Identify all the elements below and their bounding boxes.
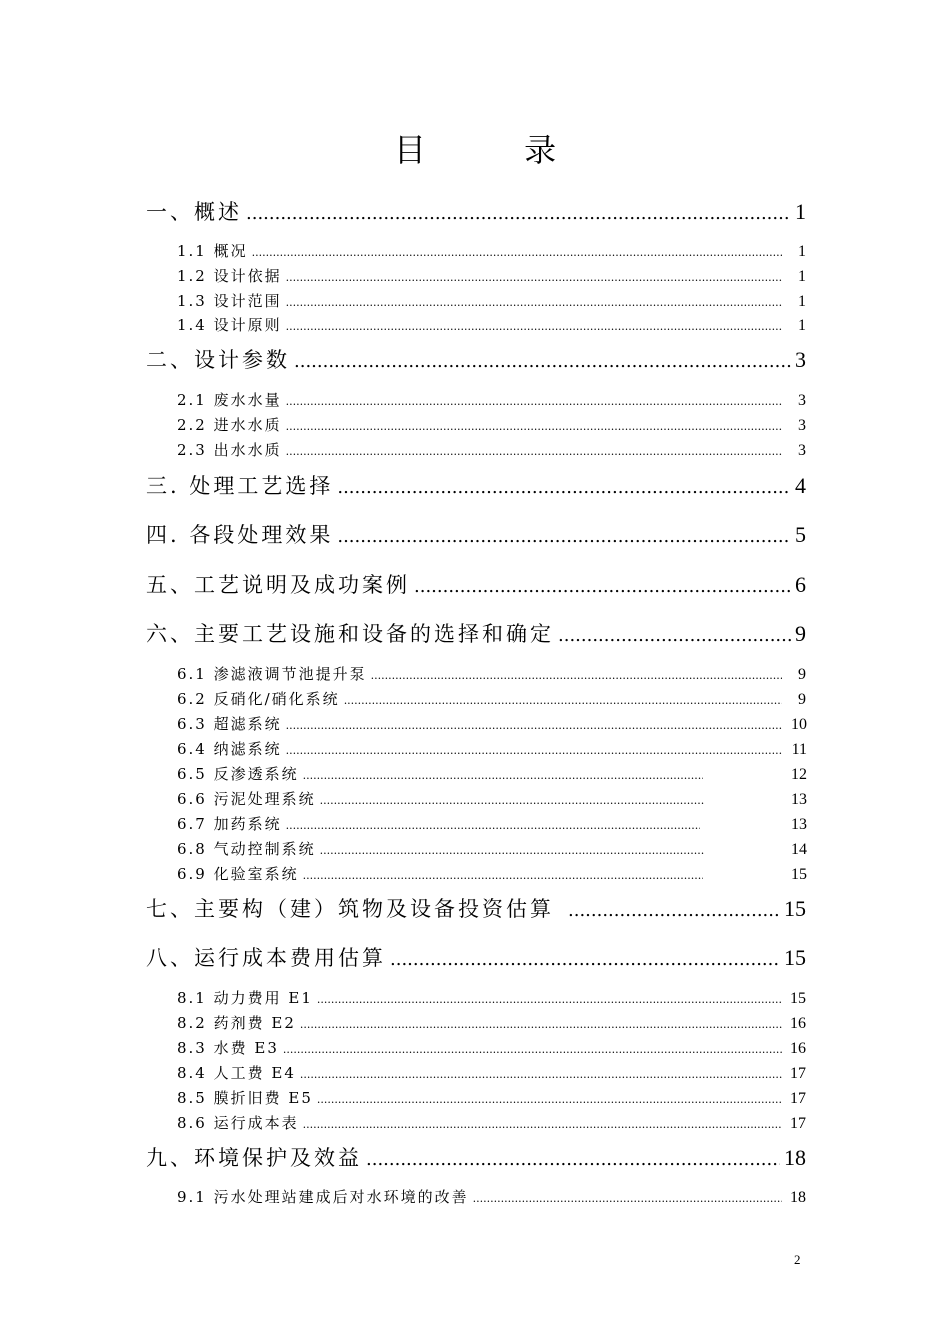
dot-leader (568, 900, 780, 921)
dot-leader (303, 869, 703, 882)
toc-label: 四. 各段处理效果 (146, 523, 334, 547)
toc-entry[interactable] (146, 1142, 806, 1172)
toc-page: 3 (798, 392, 806, 409)
toc-label: 8.4 人工费 E4 (177, 1064, 296, 1082)
toc-label: 6.9 化验室系统 (177, 865, 299, 883)
toc-page: 9 (795, 621, 806, 646)
toc-label: 五、工艺说明及成功案例 (146, 573, 410, 597)
toc-page: 3 (795, 347, 806, 372)
toc-entry[interactable] (177, 713, 807, 734)
toc-page: 1 (798, 293, 806, 310)
toc-page: 18 (790, 1189, 806, 1206)
toc-entry[interactable] (177, 1062, 806, 1083)
toc-label: 2.1 废水水量 (177, 391, 282, 409)
dot-leader (286, 719, 783, 732)
toc-entry[interactable] (177, 813, 807, 834)
toc-label: 9.1 污水处理站建成后对水环境的改善 (177, 1188, 469, 1206)
toc-page: 12 (791, 766, 807, 783)
toc-entry[interactable] (177, 389, 806, 410)
dot-leader (252, 246, 782, 259)
toc-entry[interactable] (146, 893, 806, 923)
toc-entry[interactable] (146, 569, 806, 599)
toc-label: 八、运行成本费用估算 (146, 946, 386, 970)
toc-page: 17 (790, 1090, 806, 1107)
toc-page: 1 (798, 268, 806, 285)
toc-page: 16 (790, 1015, 806, 1032)
toc-entry[interactable] (177, 1037, 806, 1058)
toc-label: 8.5 膜折旧费 E5 (177, 1089, 313, 1107)
dot-leader (337, 526, 791, 547)
toc-entry[interactable] (177, 265, 806, 286)
dot-leader (286, 320, 782, 333)
toc-entry[interactable] (177, 439, 806, 460)
toc-entry[interactable] (177, 314, 806, 335)
toc-entry[interactable] (177, 1087, 806, 1108)
toc-entry[interactable] (177, 1012, 806, 1033)
toc-label: 8.3 水费 E3 (177, 1039, 279, 1057)
toc-label: 2.2 进水水质 (177, 416, 282, 434)
toc-entry[interactable] (177, 863, 807, 884)
dot-leader (558, 625, 791, 646)
dot-leader (371, 669, 782, 682)
toc-entry[interactable] (177, 763, 807, 784)
toc-label: 8.1 动力费用 E1 (177, 989, 313, 1007)
toc-entry[interactable] (177, 738, 807, 759)
dot-leader (286, 395, 782, 408)
dot-leader (300, 1018, 782, 1031)
dot-leader (286, 420, 782, 433)
toc-page: 17 (790, 1065, 806, 1082)
toc-entry[interactable] (177, 838, 807, 859)
toc-page: 18 (784, 1145, 806, 1170)
toc-label: 6.5 反渗透系统 (177, 765, 299, 783)
toc-label: 6.3 超滤系统 (177, 715, 282, 733)
toc-label: 6.6 污泥处理系统 (177, 790, 316, 808)
toc-page: 13 (791, 816, 807, 833)
toc-page: 9 (798, 666, 806, 683)
toc-entry[interactable] (146, 618, 806, 648)
toc-label: 1.4 设计原则 (177, 316, 282, 334)
toc-label: 六、主要工艺设施和设备的选择和确定 (146, 622, 554, 646)
toc-label: 二、设计参数 (146, 348, 290, 372)
dot-leader (286, 819, 700, 832)
toc-label: 三. 处理工艺选择 (146, 474, 334, 498)
toc-entry[interactable] (146, 344, 806, 374)
toc-page: 4 (795, 473, 806, 498)
toc-page: 1 (795, 199, 806, 224)
toc-label: 1.2 设计依据 (177, 267, 282, 285)
dot-leader (303, 1118, 782, 1131)
toc-label: 1.1 概况 (177, 242, 248, 260)
dot-leader (300, 1068, 782, 1081)
dot-leader (317, 993, 782, 1006)
toc-entry[interactable] (177, 414, 806, 435)
dot-leader (303, 769, 703, 782)
toc-entry[interactable] (146, 519, 806, 549)
dot-leader (337, 477, 791, 498)
dot-leader (294, 351, 791, 372)
toc-page: 3 (798, 417, 806, 434)
toc-page: 13 (791, 791, 807, 808)
toc-entry[interactable] (177, 663, 806, 684)
toc-page: 10 (791, 716, 807, 733)
toc-entry[interactable] (146, 942, 806, 972)
dot-leader (366, 1149, 780, 1170)
toc-page: 16 (790, 1040, 806, 1057)
toc-page: 1 (798, 317, 806, 334)
toc-page: 15 (790, 990, 806, 1007)
toc-label: 6.7 加药系统 (177, 815, 282, 833)
page-number: 2 (794, 1252, 801, 1267)
toc-entry[interactable] (146, 196, 806, 226)
toc-entry[interactable] (177, 290, 806, 311)
dot-leader (390, 949, 780, 970)
dot-leader (286, 296, 782, 309)
toc-label: 8.2 药剂费 E2 (177, 1014, 296, 1032)
toc-page: 17 (790, 1115, 806, 1132)
toc-label: 一、概述 (146, 200, 242, 224)
dot-leader (283, 1043, 782, 1056)
toc-page: 11 (791, 741, 807, 758)
toc-label: 6.2 反硝化/硝化系统 (177, 690, 340, 708)
dot-leader (286, 271, 782, 284)
toc-page: 6 (795, 572, 806, 597)
toc-page: 5 (795, 522, 806, 547)
toc-label: 2.3 出水水质 (177, 441, 282, 459)
toc-label: 1.3 设计范围 (177, 292, 282, 310)
toc-page: 15 (784, 945, 806, 970)
dot-leader (286, 445, 782, 458)
toc-label: 6.8 气动控制系统 (177, 840, 316, 858)
toc-entry[interactable] (177, 788, 807, 809)
toc-page: 14 (791, 841, 807, 858)
toc-label: 七、主要构（建）筑物及设备投资估算 (146, 897, 554, 921)
dot-leader (286, 744, 783, 757)
toc-label: 8.6 运行成本表 (177, 1114, 299, 1132)
dot-leader (317, 1093, 782, 1106)
dot-leader (320, 794, 704, 807)
toc-entry[interactable] (146, 470, 806, 500)
dot-leader (414, 576, 791, 597)
toc-page: 3 (798, 442, 806, 459)
dot-leader (320, 844, 704, 857)
toc-entry[interactable] (177, 240, 806, 261)
toc-entry[interactable] (177, 987, 806, 1008)
toc-label: 九、环境保护及效益 (146, 1146, 362, 1170)
dot-leader (473, 1192, 782, 1205)
dot-leader (344, 694, 782, 707)
toc-entry[interactable] (177, 1112, 806, 1133)
toc-page: 15 (784, 896, 806, 921)
toc-entry[interactable] (177, 688, 806, 709)
toc-page: 9 (798, 691, 806, 708)
page-title: 目 录 (393, 131, 601, 169)
toc-label: 6.1 渗滤液调节池提升泵 (177, 665, 367, 683)
toc-label: 6.4 纳滤系统 (177, 740, 282, 758)
toc-page: 15 (791, 866, 807, 883)
dot-leader (246, 203, 791, 224)
toc-page: 1 (798, 243, 806, 260)
toc-entry[interactable] (177, 1186, 806, 1207)
